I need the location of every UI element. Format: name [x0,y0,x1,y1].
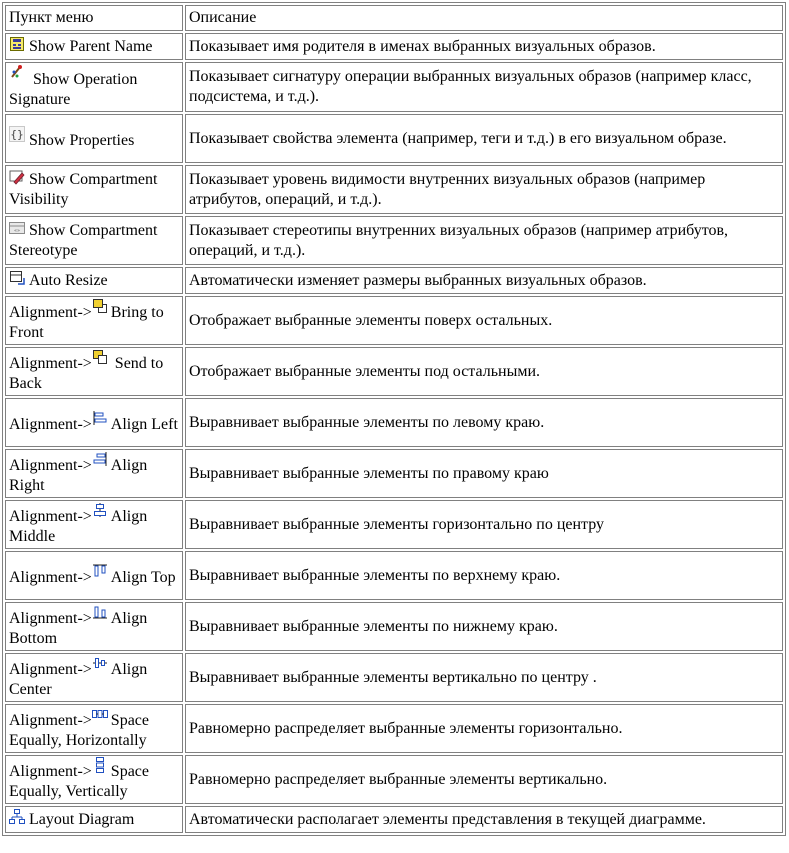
description-cell: Автоматически располагает элементы представления в текущей диаграмме. [185,806,783,833]
menu-item-label: Layout Diagram [29,811,135,828]
table-row [5,296,783,345]
show-properties-icon [9,126,25,142]
alignment-prefix: Alignment-> [9,569,92,586]
auto-resize-icon [9,270,25,286]
svg-text:«»: «» [13,228,21,234]
description-cell: Показывает имя родителя в именах выбранных визуальных образов. [185,33,783,60]
description-cell: Выравнивает выбранные элементы по верхнему краю. [185,551,783,600]
table-row [5,602,783,651]
svg-text:{}: {} [10,128,24,141]
align-bottom-icon [92,604,108,620]
menu-item-cell [5,267,183,294]
table-row [5,33,783,60]
align-middle-icon [92,502,108,518]
show-operation-signature-icon [9,64,25,80]
table-row [5,704,783,753]
description-cell: Выравнивает выбранные элементы по правому краю [185,449,783,498]
menu-item-label: Bring to Front [9,304,164,341]
menu-item-cell [5,449,183,498]
menu-item-label: Show Parent Name [29,38,153,55]
alignment-prefix: Alignment-> [9,763,92,780]
description-cell: Показывает уровень видимости внутренних визуальных образов (например атрибутов, операций, и т.д.). [185,165,783,214]
description-cell: Выравнивает выбранные элементы по нижнему краю. [185,602,783,651]
table-row [5,806,783,833]
table-row [5,653,783,702]
menu-item-cell [5,653,183,702]
show-compartment-stereotype-icon [9,220,25,236]
description-cell: Отображает выбранные элементы под остальными. [185,347,783,396]
alignment-prefix: Alignment-> [9,416,92,433]
menu-item-cell [5,62,183,112]
description-cell: Выравнивает выбранные элементы горизонтально по центру [185,500,783,549]
menu-item-cell [5,33,183,60]
description-cell: Показывает стереотипы внутренних визуальных образов (например атрибутов, операций, и т.д.). [185,216,783,265]
description-cell: Выравнивает выбранные элементы по левому краю. [185,398,783,447]
align-left-icon [92,410,108,426]
menu-item-cell [5,755,183,804]
menu-item-cell [5,500,183,549]
menu-item-label: Auto Resize [29,272,108,289]
space-equally-vertically-icon [92,757,108,773]
description-cell: Показывает свойства элемента (например, теги и т.д.) в его визуальном образе. [185,114,783,163]
menu-item-label: Align Top [110,569,176,586]
menu-item-label: Space Equally, Vertically [9,763,149,800]
table-row [5,755,783,804]
alignment-prefix: Alignment-> [9,610,92,627]
alignment-prefix: Alignment-> [9,355,92,372]
menu-item-label: Align Middle [9,508,148,545]
menu-item-cell [5,296,183,345]
table-row [5,500,783,549]
header-menu-item: Пункт меню [5,5,183,31]
menu-item-label: Show Compartment Stereotype [9,222,158,259]
menu-item-label: Align Right [9,457,148,494]
alignment-prefix: Alignment-> [9,508,92,525]
menu-item-label: Align Center [9,661,148,698]
alignment-prefix: Alignment-> [9,661,92,678]
table-row [5,449,783,498]
show-parent-name-icon [9,36,25,52]
align-center-icon [92,655,108,671]
menu-item-label: Send to Back [9,355,164,392]
show-compartment-visibility-icon [9,169,25,185]
alignment-prefix: Alignment-> [9,457,92,474]
menu-item-label: Show Compartment Visibility [9,171,158,208]
header-description: Описание [185,5,783,31]
table-row [5,398,783,447]
table-row [5,267,783,294]
menu-item-label: Space Equally, Horizontally [9,712,149,749]
alignment-prefix: Alignment-> [9,304,92,321]
align-top-icon [92,563,108,579]
description-cell: Равномерно распределяет выбранные элементы вертикально. [185,755,783,804]
description-cell: Показывает сигнатуру операции выбранных визуальных образов (например класс, подсистема, и т.д.). [185,62,783,112]
menu-item-cell [5,806,183,833]
table-row [5,551,783,600]
align-right-icon [92,451,108,467]
send-to-back-icon [92,349,108,365]
menu-item-cell [5,114,183,163]
bring-to-front-icon [92,298,108,314]
menu-item-cell [5,551,183,600]
space-equally-horizontally-icon [92,706,108,722]
menu-items-table [2,2,786,836]
table-header-row [5,5,783,31]
menu-item-cell [5,602,183,651]
table-row [5,165,783,214]
description-cell: Выравнивает выбранные элементы вертикально по центру . [185,653,783,702]
description-cell: Равномерно распределяет выбранные элементы горизонтально. [185,704,783,753]
menu-item-cell [5,216,183,265]
table-row [5,216,783,265]
alignment-prefix: Alignment-> [9,712,92,729]
description-cell: Автоматически изменяет размеры выбранных визуальных образов. [185,267,783,294]
menu-item-label: Align Left [110,416,178,433]
menu-item-cell [5,165,183,214]
menu-item-cell [5,398,183,447]
table-row [5,347,783,396]
table-row [5,114,783,163]
menu-item-cell [5,347,183,396]
menu-item-label: Show Properties [29,132,135,149]
layout-diagram-icon [9,809,25,825]
description-cell: Отображает выбранные элементы поверх остальных. [185,296,783,345]
menu-item-label: Align Bottom [9,610,148,647]
menu-item-cell [5,704,183,753]
menu-item-label: Show Operation Signature [9,71,138,108]
table-row [5,62,783,112]
